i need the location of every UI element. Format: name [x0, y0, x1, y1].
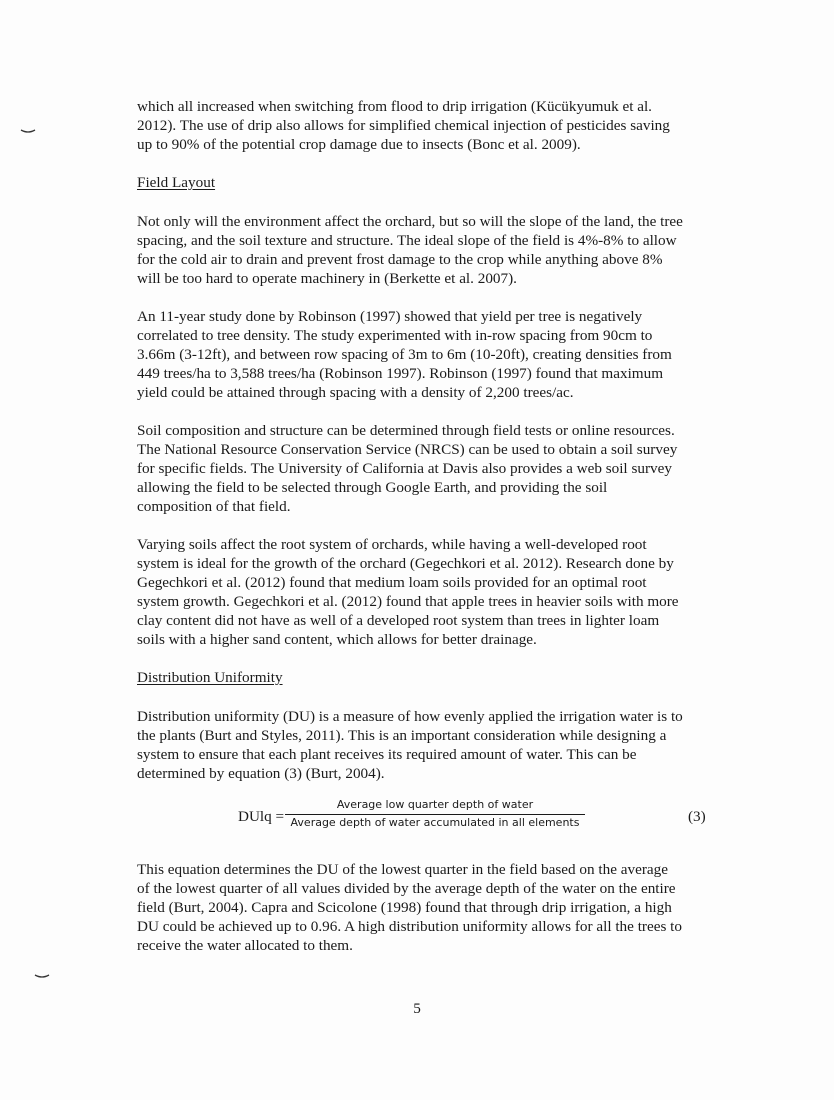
text-line: 3.66m (3-12ft), and between row spacing of 3m to 6m (10-20ft), creating densities from	[137, 346, 672, 363]
paragraph-soil-composition	[137, 421, 743, 516]
margin-scan-mark-top	[20, 121, 36, 127]
text-line: for specific fields. The University of California at Davis also provides a web soil survey	[137, 460, 672, 477]
equation-fraction	[285, 798, 585, 830]
text-line: allowing the field to be selected through Google Earth, and providing the soil	[137, 479, 608, 496]
text-line: yield could be attained through spacing with a density of 2,200 trees/ac.	[137, 384, 574, 401]
text-line: determined by equation (3) (Burt, 2004).	[137, 765, 385, 782]
text-line: up to 90% of the potential crop damage due to insects (Bonc et al. 2009).	[137, 136, 581, 153]
equation-numerator: Average low quarter depth of water	[285, 798, 585, 815]
text-line: 2012). The use of drip also allows for simplified chemical injection of pesticides saving	[137, 117, 670, 134]
equation-denominator: Average depth of water accumulated in all elements	[290, 816, 580, 829]
text-line: An 11-year study done by Robinson (1997) showed that yield per tree is negatively	[137, 308, 643, 325]
text-line: system is ideal for the growth of the orchard (Gegechkori et al. 2012). Research done by	[137, 555, 674, 572]
text-line: The National Resource Conservation Service (NRCS) can be used to obtain a soil survey	[137, 441, 678, 458]
text-line: Not only will the environment affect the orchard, but so will the slope of the land, the tree	[137, 213, 683, 230]
page-number: 5	[413, 1000, 421, 1017]
text-line: which all increased when switching from flood to drip irrigation (Kücükyumuk et al.	[137, 98, 652, 115]
text-line: composition of that field.	[137, 498, 291, 515]
text-line: for the cold air to drain and prevent frost damage to the crop while anything above 8%	[137, 251, 663, 268]
text-line: of the lowest quarter of all values divided by the average depth of the water on the entire	[137, 880, 676, 897]
paragraph-drip-benefits	[137, 97, 743, 154]
text-line: 449 trees/ha to 3,588 trees/ha (Robinson 1997). Robinson (1997) found that maximum	[137, 365, 664, 382]
text-line: Varying soils affect the root system of orchards, while having a well-developed root	[137, 536, 647, 553]
text-line: clay content did not have as well of a developed root system than trees in lighter loam	[137, 612, 660, 629]
text-line: field (Burt, 2004). Capra and Scicolone (1998) found that through drip irrigation, a high	[137, 899, 672, 916]
equation-number: (3)	[688, 808, 706, 825]
text-line: system growth. Gegechkori et al. (2012) found that apple trees in heavier soils with more	[137, 593, 679, 610]
paragraph-tree-density	[137, 307, 743, 402]
section-heading-field-layout: Field Layout	[137, 174, 216, 191]
text-line: will be too hard to operate machinery in (Berkette et al. 2007).	[137, 270, 517, 287]
paragraph-du-definition	[137, 707, 743, 783]
text-line: Distribution uniformity (DU) is a measure of how evenly applied the irrigation water is to	[137, 708, 683, 725]
text-line: correlated to tree density. The study experimented with in-row spacing from 90cm to	[137, 327, 653, 344]
text-line: spacing, and the soil texture and structure. The ideal slope of the field is 4%-8% to allow	[137, 232, 677, 249]
text-line: This equation determines the DU of the lowest quarter in the field based on the average	[137, 861, 668, 878]
text-line: DU could be achieved up to 0.96. A high distribution uniformity allows for all the trees to	[137, 918, 682, 935]
text-line: the plants (Burt and Styles, 2011). This is an important consideration while designing a	[137, 727, 667, 744]
text-line: receive the water allocated to them.	[137, 937, 353, 954]
paragraph-root-system	[137, 535, 743, 649]
margin-scan-mark-bottom	[34, 966, 50, 972]
section-heading-distribution-uniformity: Distribution Uniformity	[137, 669, 283, 686]
paragraph-du-explanation	[137, 860, 743, 955]
text-line: Soil composition and structure can be determined through field tests or online resources.	[137, 422, 675, 439]
equation-lhs: DUlq =	[238, 808, 285, 825]
equation-dulq	[137, 798, 743, 838]
paragraph-slope	[137, 212, 743, 288]
text-line: Gegechkori et al. (2012) found that medium loam soils provided for an optimal root	[137, 574, 647, 591]
text-line: soils with a higher sand content, which allows for better drainage.	[137, 631, 537, 648]
text-line: system to ensure that each plant receives its required amount of water. This can be	[137, 746, 637, 763]
